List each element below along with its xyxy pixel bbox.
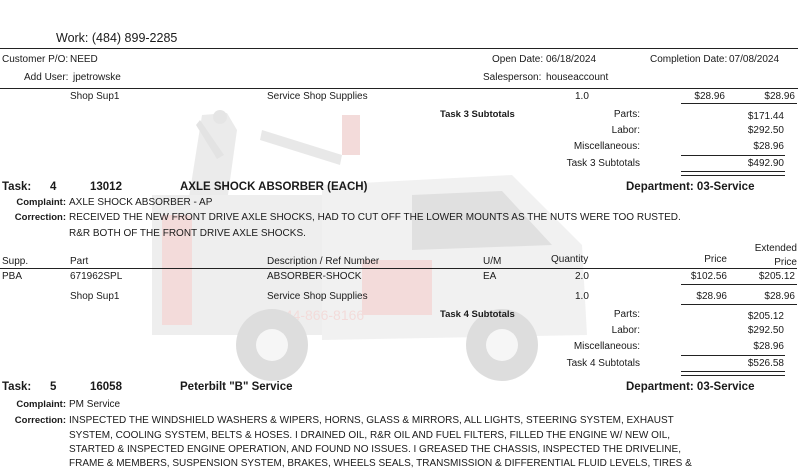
col-description: Description / Ref Number	[267, 256, 380, 267]
task4-row1-supp: PBA	[2, 271, 23, 282]
task4-row1-ext: $205.12	[758, 271, 795, 282]
task3-parts-label: Parts:	[613, 109, 640, 120]
task4-row2-desc: Service Shop Supplies	[267, 291, 368, 302]
task3-qty: 1.0	[575, 91, 589, 102]
task4-complaint-label: Complaint:	[16, 197, 66, 208]
task4-label: Task:	[2, 181, 32, 193]
task4-row1-um: EA	[483, 271, 497, 282]
col-extended-price: Price	[774, 257, 797, 268]
add-user-label: Add User:	[24, 72, 69, 83]
task3-misc: $28.96	[753, 141, 784, 152]
task3-ext: $28.96	[764, 91, 795, 102]
task4-total-label: Task 4 Subtotals	[566, 358, 640, 369]
task5-correction-line3: STARTED & INSPECTED ENGINE OPERATION, AND FOUND NO ISSUES. I GREASED THE CHASSIS, INSPECTED THE DRIVELINE,	[69, 444, 681, 455]
task3-total-label: Task 3 Subtotals	[566, 158, 640, 169]
task4-row2-rule	[681, 304, 797, 305]
col-quantity: Quantity	[551, 254, 589, 265]
task3-labor-label: Labor:	[611, 125, 640, 136]
task4-row1-price: $102.56	[690, 271, 727, 282]
task4-misc-label: Miscellaneous:	[573, 341, 640, 352]
salesperson-label: Salesperson:	[483, 72, 542, 83]
task5-code: 16058	[90, 381, 122, 393]
task4-complaint: AXLE SHOCK ABSORBER - AP	[69, 197, 213, 208]
task4-subtotals-heading: Task 4 Subtotals	[440, 309, 515, 320]
task5-correction-label: Correction:	[14, 415, 66, 426]
task4-row2-part: Shop Sup1	[70, 291, 120, 302]
task4-row2-ext: $28.96	[764, 291, 795, 302]
task4-row1-rule	[681, 284, 797, 285]
task4-parts: $205.12	[747, 311, 784, 322]
task4-correction-line1: RECEIVED THE NEW FRONT DRIVE AXLE SHOCKS, HAD TO CUT OFF THE LOWER MOUNTS AS THE NUTS WERE TOO RUSTED.	[69, 212, 681, 223]
task3-subtotals-heading: Task 3 Subtotals	[440, 109, 515, 120]
task5-complaint-label: Complaint:	[16, 399, 66, 410]
open-date-label: Open Date:	[492, 54, 544, 65]
task5-correction-line1: INSPECTED THE WINDSHIELD WASHERS & WIPERS, HORNS, GLASS & MIRRORS, ALL LIGHTS, STEERING SYSTEM, EXHAUST	[69, 415, 674, 426]
task5-number: 5	[50, 381, 57, 393]
col-um: U/M	[483, 256, 502, 267]
task4-total-double-rule	[681, 371, 785, 376]
col-price: Price	[704, 254, 727, 265]
task3-labor: $292.50	[747, 125, 784, 136]
task5-title: Peterbilt "B" Service	[180, 381, 293, 393]
customer-po-label: Customer P/O:	[2, 54, 69, 65]
task3-desc: Service Shop Supplies	[267, 91, 368, 102]
task5-correction-line4: FRAME & MEMBERS, SUSPENSION SYSTEM, BRAKES, WHEELS SEALS, TRANSMISSION & DIFFERENTIAL FLUID LEVELS, TIRES &	[69, 458, 692, 469]
task3-total-double-rule	[681, 171, 785, 176]
task4-title: AXLE SHOCK ABSORBER (EACH)	[180, 181, 368, 193]
task4-misc: $28.96	[753, 341, 784, 352]
col-part: Part	[70, 256, 89, 267]
task4-correction-line2: R&R BOTH OF THE FRONT DRIVE AXLE SHOCKS.	[69, 228, 306, 239]
add-user: jpetrowske	[73, 72, 121, 83]
header-bottom-rule	[0, 88, 798, 89]
task4-row1-desc: ABSORBER-SHOCK	[267, 271, 362, 282]
task4-parts-label: Parts:	[613, 309, 640, 320]
task4-department: Department: 03-Service	[626, 181, 755, 193]
work-phone: Work: (484) 899-2285	[56, 31, 178, 45]
task3-total: $492.90	[747, 158, 784, 169]
task4-number: 4	[50, 181, 57, 193]
task4-row2-price: $28.96	[696, 291, 727, 302]
task4-row2-qty: 1.0	[575, 291, 589, 302]
task5-complaint: PM Service	[69, 399, 121, 410]
task3-total-rule	[681, 155, 785, 156]
task4-row1-qty: 2.0	[575, 271, 589, 282]
task4-labor-label: Labor:	[611, 325, 640, 336]
completion-date: 07/08/2024	[729, 54, 780, 65]
task3-part: Shop Sup1	[70, 91, 120, 102]
task5-correction-line2: SYSTEM, COOLING SYSTEM, BELTS & HOSES. I DRAINED OIL, R&R OIL AND FUEL FILTERS, FILLED THE ENGINE W/ NEW OIL,	[69, 430, 671, 441]
task3-misc-label: Miscellaneous:	[573, 141, 640, 152]
task3-row-rule	[681, 103, 797, 104]
task5-label: Task:	[2, 381, 32, 393]
col-extended: Extended	[754, 243, 797, 254]
completion-date-label: Completion Date:	[650, 54, 728, 65]
task3-price: $28.96	[694, 91, 725, 102]
task4-row1-part: 671962SPL	[70, 271, 123, 282]
task4-labor: $292.50	[747, 325, 784, 336]
customer-po: NEED	[70, 54, 98, 65]
task4-total: $526.58	[747, 358, 784, 369]
col-supp: Supp.	[2, 256, 29, 267]
task5-department: Department: 03-Service	[626, 381, 755, 393]
salesperson: houseaccount	[546, 72, 609, 83]
task4-total-rule	[681, 355, 785, 356]
task4-correction-label: Correction:	[14, 212, 66, 223]
header-top-rule	[0, 48, 798, 49]
watermark-phone: 844-866-8166	[277, 307, 365, 323]
task3-parts: $171.44	[747, 111, 784, 122]
open-date: 06/18/2024	[546, 54, 597, 65]
task4-code: 13012	[90, 181, 122, 193]
task4-header-rule	[0, 268, 797, 269]
